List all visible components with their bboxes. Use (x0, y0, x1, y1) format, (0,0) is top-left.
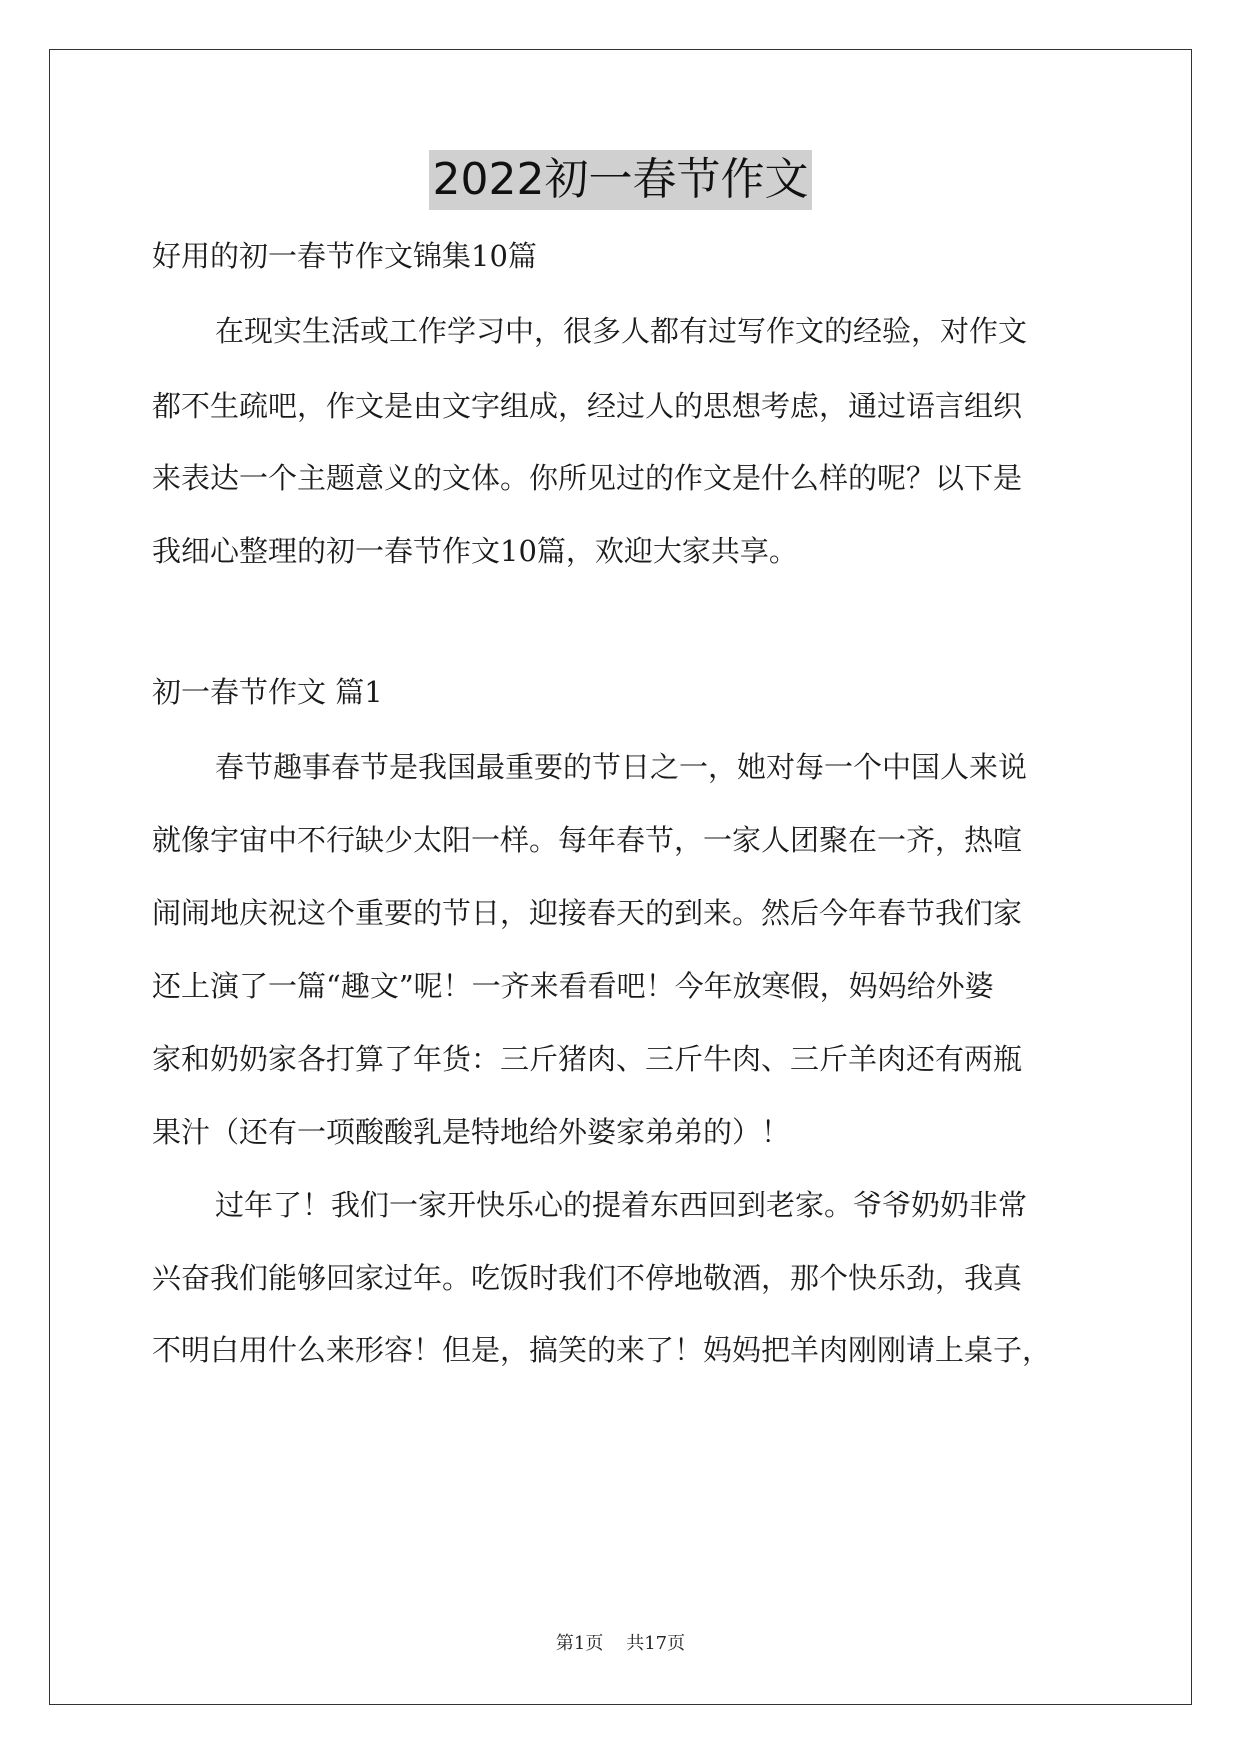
paragraph-line: 家和奶奶家各打算了年货：三斤猪肉、三斤牛肉、三斤羊肉还有两瓶 (152, 1042, 1023, 1076)
paragraph-line: 不明白用什么来形容！但是，搞笑的来了！妈妈把羊肉刚刚请上桌子， (152, 1333, 1052, 1367)
paragraph-line: 就像宇宙中不行缺少太阳一样。每年春节，一家人团聚在一齐，热喧 (152, 823, 1023, 857)
section-heading: 初一春节作文 篇1 (152, 675, 383, 709)
title-container (0, 150, 1241, 210)
paragraph-line: 兴奋我们能够回家过年。吃饭时我们不停地敬酒，那个快乐劲，我真 (152, 1261, 1023, 1295)
paragraph-line: 果汁（还有一项酸酸乳是特地给外婆家弟弟的）！ (152, 1115, 791, 1149)
intro-line: 都不生疏吧，作文是由文字组成，经过人的思想考虑，通过语言组织 (152, 389, 1023, 423)
page-footer: 第1页 共17页 (555, 1633, 686, 1654)
document-subtitle: 好用的初一春节作文锦集10篇 (152, 239, 537, 273)
document-title: 2022初一春节作文 (429, 150, 813, 210)
intro-line: 在现实生活或工作学习中，很多人都有过写作文的经验，对作文 (215, 314, 1028, 348)
page-border (49, 49, 1192, 1705)
paragraph-line: 过年了！我们一家开快乐心的提着东西回到老家。爷爷奶奶非常 (215, 1188, 1028, 1222)
paragraph-line: 闹闹地庆祝这个重要的节日，迎接春天的到来。然后今年春节我们家 (152, 896, 1023, 930)
paragraph-line: 还上演了一篇“趣文”呢！一齐来看看吧！今年放寒假，妈妈给外婆 (152, 969, 994, 1003)
paragraph-line: 春节趣事春节是我国最重要的节日之一，她对每一个中国人来说 (215, 750, 1028, 784)
intro-line: 我细心整理的初一春节作文10篇，欢迎大家共享。 (152, 534, 798, 568)
intro-line: 来表达一个主题意义的文体。你所见过的作文是什么样的呢？以下是 (152, 461, 1023, 495)
